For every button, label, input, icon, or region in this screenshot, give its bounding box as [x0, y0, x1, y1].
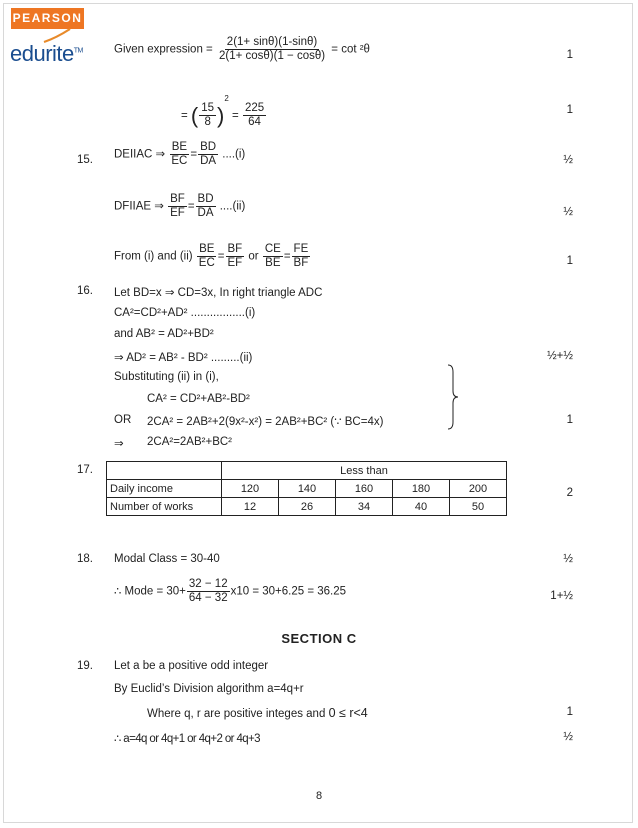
table-row [107, 480, 507, 498]
q15b-eq: = [187, 200, 195, 213]
q19-number: 19. [77, 660, 93, 672]
table-header-row [107, 462, 507, 480]
given-den: 2(1+ cosθ)(1 − cosθ) [218, 50, 326, 62]
q18-line1: Modal Class = 30-40 [114, 553, 220, 565]
table-cell: 12 [222, 498, 279, 516]
section-title: SECTION C [281, 631, 357, 646]
q18-line1-mark: ½ [563, 553, 573, 565]
q16-line3: and AB² = AD²+BD² [114, 328, 214, 340]
q15c-eq1: = [217, 250, 225, 263]
q16-line4-mark: ½+½ [547, 350, 573, 362]
page-border [3, 3, 633, 823]
table-cell: 40 [393, 498, 450, 516]
q19-line4: ∴ a=4q or 4q+1 or 4q+2 or 4q+3 [114, 733, 260, 745]
right-paren: ) [217, 102, 225, 128]
edurite-tm: TM [73, 47, 83, 55]
q16-line1: Let BD=x ⇒ CD=3x, In right triangle ADC [114, 287, 323, 299]
q15b-frac2 [196, 193, 216, 220]
q15a-n1: BE [171, 141, 188, 153]
q16-line2: CA²=CD²+AD² .................(i) [114, 307, 256, 319]
q15b-lhs: DFIIAE ⇒ [114, 200, 164, 213]
q15a-frac2 [198, 141, 218, 168]
q15b-mark: ½ [563, 206, 573, 218]
q18-l2-pre: ∴ Mode = 30+ [114, 585, 186, 598]
table-row [107, 498, 507, 516]
q15a-mark: ½ [563, 154, 573, 166]
edurite-logo [10, 41, 83, 67]
q16-line7: 2CA² = 2AB²+2(9x²-x²) = 2AB²+BC² (∵ BC=4x) [147, 416, 384, 428]
q17-number: 17. [77, 464, 93, 476]
daily-income-label: Daily income [107, 480, 222, 498]
q15b-n2: BD [197, 193, 214, 205]
table-corner-cell [107, 462, 222, 480]
given-num: 2(1+ sinθ)(1-sinθ) [226, 36, 318, 48]
table-cell: 34 [336, 498, 393, 516]
q15c-n4: FE [293, 243, 309, 255]
pearson-logo: PEARSON [11, 8, 84, 29]
q15-line-b [114, 193, 245, 220]
eq2-result [243, 102, 266, 129]
q16-line4: ⇒ AD² = AB² - BD² .........(ii) [114, 352, 253, 364]
q15c-or: or [248, 250, 259, 263]
q15c-frac1 [197, 243, 217, 270]
q15b-tag: ....(ii) [219, 200, 246, 213]
q18-number: 18. [77, 553, 93, 565]
eq2-den: 8 [204, 116, 211, 129]
q15a-lhs: DEIIAC ⇒ [114, 148, 166, 161]
q15b-frac1 [168, 193, 187, 220]
q18-line2-mark: 1+½ [550, 590, 573, 602]
q15c-frac4 [292, 243, 311, 270]
q19-line3 [147, 706, 368, 720]
q15a-eq: = [190, 148, 198, 161]
q15c-n3: CE [264, 243, 281, 255]
q15c-mark: 1 [566, 255, 573, 267]
q15b-d2: DA [197, 207, 214, 219]
q15a-tag: ....(i) [222, 148, 246, 161]
q15a-d2: DA [200, 155, 217, 167]
q18-l2-post: x10 = 30+6.25 = 36.25 [230, 585, 347, 598]
q16-or: OR [114, 414, 132, 426]
q15c-d2: EF [227, 257, 243, 269]
q15b-n1: BF [170, 193, 185, 205]
q15c-n2: BF [227, 243, 243, 255]
q16-line5: Substituting (ii) in (i), [114, 371, 219, 383]
table-cell: 200 [450, 480, 507, 498]
q19-line1: Let a be a positive odd integer [114, 660, 269, 672]
q15-line-c [114, 243, 311, 270]
q15c-d4: BF [293, 257, 309, 269]
number-of-works-label: Number of works [107, 498, 222, 516]
q15c-lhs: From (i) and (ii) [114, 250, 193, 263]
q15c-d3: BE [265, 257, 281, 269]
eq2-prefix: = [181, 110, 188, 122]
q15a-frac1 [169, 141, 189, 168]
q15c-d1: EC [198, 257, 215, 269]
q15b-d1: EF [170, 207, 185, 219]
table-cell: 50 [450, 498, 507, 516]
q16-number: 16. [77, 285, 93, 297]
q18-l2-num: 32 − 12 [188, 578, 228, 590]
q16-arrow: ⇒ [114, 438, 124, 450]
q15a-n2: BD [200, 141, 217, 153]
q15a-d1: EC [171, 155, 188, 167]
edurite-logo-text: edurite [10, 41, 74, 66]
eq2-exp: 2 [224, 94, 229, 103]
q15-number: 15. [77, 154, 93, 166]
eq2-num: 15 [201, 102, 215, 115]
q18-line2 [114, 578, 346, 605]
less-than-header: Less than [222, 462, 507, 480]
eq2-mark: 1 [566, 104, 573, 116]
table-cell: 140 [279, 480, 336, 498]
q16-line6: CA² = CD²+AB²-BD² [147, 393, 250, 405]
eq2-rnum: 225 [244, 102, 265, 115]
q15c-frac2 [226, 243, 245, 270]
given-rhs: = cot ²θ [331, 43, 370, 56]
page-number: 8 [315, 790, 323, 802]
given-lhs: Given expression = [114, 43, 213, 56]
given-expression [114, 36, 370, 63]
table-cell: 160 [336, 480, 393, 498]
q16-line8: 2CA²=2AB²+BC² [147, 436, 233, 448]
table-cell: 26 [279, 498, 336, 516]
eq2-eq: = [232, 110, 239, 122]
q18-fraction [187, 578, 230, 605]
q16-line7-mark: 1 [566, 414, 573, 426]
q15c-eq2: = [283, 250, 291, 263]
q15c-n1: BE [199, 243, 215, 255]
q19-line2: By Euclid’s Division algorithm a=4q+r [114, 683, 304, 695]
income-table [106, 461, 507, 516]
q19-l3-text: Where q, r are positive integes and [147, 708, 326, 720]
q17-mark: 2 [566, 487, 573, 499]
q19-line3-mark: 1 [566, 706, 573, 718]
given-fraction [217, 36, 327, 63]
q15-line-a [114, 141, 245, 168]
table-cell: 180 [393, 480, 450, 498]
given-mark: 1 [566, 49, 573, 61]
table-cell: 120 [222, 480, 279, 498]
eq2-rden: 64 [248, 116, 261, 129]
q18-l2-den: 64 − 32 [188, 592, 228, 604]
q19-line4-mark: ½ [563, 731, 573, 743]
equation-squared [181, 94, 267, 129]
left-paren: ( [190, 102, 199, 128]
q15c-frac3 [263, 243, 283, 270]
eq2-fraction [199, 102, 216, 129]
right-brace-icon [446, 364, 460, 430]
q19-l3-ineq: 0 ≤ r<4 [328, 706, 368, 720]
